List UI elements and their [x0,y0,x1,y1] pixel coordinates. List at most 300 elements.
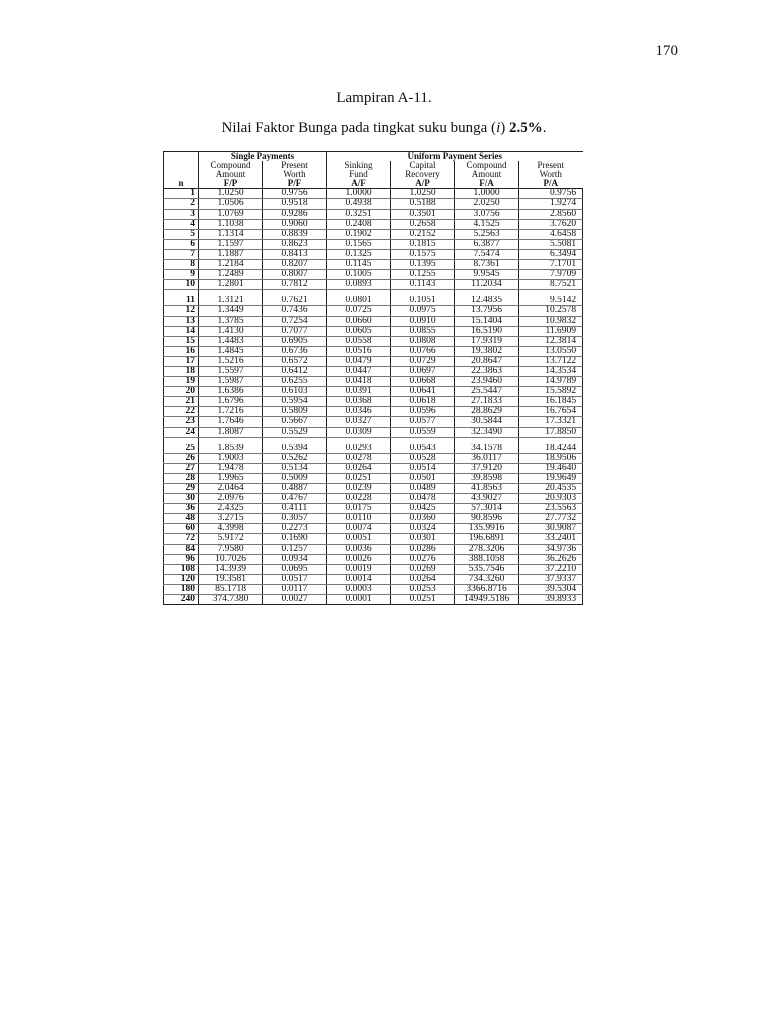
cell-af: 0.0001 [327,595,391,605]
table-row [164,524,583,534]
cell-fa: 11.2034 [455,280,519,290]
cell-n: 1 [164,189,199,199]
caption-variable: i [496,120,501,136]
cell-fp: 2.4325 [199,504,263,514]
cell-fp: 374.7380 [199,595,263,605]
cell-af: 0.0558 [327,336,391,346]
cell-n: 12 [164,306,199,316]
interest-factor-table-wrap [163,151,583,605]
cell-fp: 1.3121 [199,296,263,306]
cell-pf: 0.5262 [263,453,327,463]
cell-fp: 1.1887 [199,249,263,259]
cell-ap: 0.0668 [391,377,455,387]
table-row [164,534,583,544]
caption-text: Nilai Faktor Bunga pada tingkat suku bunga ( [221,120,497,136]
cell-fa: 57.3014 [455,504,519,514]
cell-pa: 13.7122 [519,356,583,366]
cell-pa: 5.5081 [519,239,583,249]
cell-pf: 0.9060 [263,219,327,229]
table-row [164,574,583,584]
cell-ap: 0.0975 [391,306,455,316]
cell-pa: 2.8560 [519,209,583,219]
cell-pa: 14.9789 [519,377,583,387]
cell-fa: 34.1578 [455,444,519,454]
cell-pa: 16.7654 [519,407,583,417]
cell-fp: 1.1597 [199,239,263,249]
header-compound-amount-fa: Compound Amount [455,161,519,179]
cell-pf: 0.8623 [263,239,327,249]
header-code-n: n [164,179,199,189]
cell-pf: 0.1257 [263,544,327,554]
table-row [164,239,583,249]
cell-af: 0.0014 [327,574,391,584]
cell-fp: 10.7026 [199,554,263,564]
cell-fp: 1.7646 [199,417,263,427]
cell-af: 0.0605 [327,326,391,336]
cell-n: 22 [164,407,199,417]
cell-af: 1.0000 [327,189,391,199]
cell-ap: 0.2658 [391,219,455,229]
cell-n: 180 [164,584,199,594]
cell-ap: 0.3501 [391,209,455,219]
table-row [164,494,583,504]
cell-fa: 39.8598 [455,473,519,483]
cell-af: 0.0019 [327,564,391,574]
cell-pf: 0.7254 [263,316,327,326]
cell-ap: 0.1051 [391,296,455,306]
cell-fp: 1.3785 [199,316,263,326]
cell-pa: 33.2401 [519,534,583,544]
cell-fa: 19.3802 [455,346,519,356]
cell-pf: 0.7436 [263,306,327,316]
cell-pa: 17.8850 [519,427,583,437]
cell-ap: 0.0514 [391,463,455,473]
table-row [164,463,583,473]
cell-af: 0.0264 [327,463,391,473]
cell-af: 0.0051 [327,534,391,544]
cell-fa: 27.1833 [455,397,519,407]
cell-fa: 13.7956 [455,306,519,316]
cell-fa: 90.8596 [455,514,519,524]
cell-fa: 41.8563 [455,484,519,494]
cell-fa: 43.9027 [455,494,519,504]
table-row [164,219,583,229]
cell-pa: 7.1701 [519,260,583,270]
cell-ap: 1.0250 [391,189,455,199]
cell-af: 0.0327 [327,417,391,427]
cell-fp: 1.7216 [199,407,263,417]
cell-pf: 0.7812 [263,280,327,290]
cell-pf: 0.1690 [263,534,327,544]
cell-fp: 2.0976 [199,494,263,504]
cell-af: 0.2408 [327,219,391,229]
cell-fa: 535.7546 [455,564,519,574]
cell-ap: 0.0253 [391,584,455,594]
cell-af: 0.0278 [327,453,391,463]
cell-fa: 17.9319 [455,336,519,346]
cell-pf: 0.6255 [263,377,327,387]
table-row [164,280,583,290]
cell-af: 0.0660 [327,316,391,326]
cell-pa: 13.0550 [519,346,583,356]
cell-pf: 0.5667 [263,417,327,427]
cell-n: 28 [164,473,199,483]
cell-pf: 0.6412 [263,366,327,376]
cell-af: 0.1565 [327,239,391,249]
cell-pf: 0.9286 [263,209,327,219]
table-row [164,417,583,427]
cell-ap: 0.0528 [391,453,455,463]
cell-fp: 1.5597 [199,366,263,376]
table-row [164,199,583,209]
cell-n: 5 [164,229,199,239]
cell-af: 0.0516 [327,346,391,356]
cell-af: 0.0368 [327,397,391,407]
cell-pf: 0.0695 [263,564,327,574]
cell-n: 17 [164,356,199,366]
cell-fp: 1.2801 [199,280,263,290]
cell-n: 3 [164,209,199,219]
cell-af: 0.0893 [327,280,391,290]
cell-fa: 25.5447 [455,387,519,397]
cell-ap: 0.0286 [391,544,455,554]
cell-fp: 14.3939 [199,564,263,574]
header-code-af: A/F [327,179,391,189]
cell-pf: 0.5954 [263,397,327,407]
table-row [164,453,583,463]
cell-fp: 1.9478 [199,463,263,473]
cell-pa: 10.9832 [519,316,583,326]
table-row [164,356,583,366]
cell-fp: 1.0506 [199,199,263,209]
table-row [164,484,583,494]
cell-ap: 0.0269 [391,564,455,574]
cell-ap: 0.0276 [391,554,455,564]
cell-n: 23 [164,417,199,427]
cell-af: 0.0251 [327,473,391,483]
cell-fa: 22.3863 [455,366,519,376]
cell-af: 0.1005 [327,270,391,280]
caption-rate: 2.5% [508,120,543,136]
cell-fa: 20.8647 [455,356,519,366]
cell-pa: 11.6909 [519,326,583,336]
cell-fa: 23.9460 [455,377,519,387]
cell-ap: 0.0425 [391,504,455,514]
cell-af: 0.0003 [327,584,391,594]
cell-pf: 0.5529 [263,427,327,437]
cell-ap: 0.0855 [391,326,455,336]
cell-fa: 278.3206 [455,544,519,554]
cell-n: 48 [164,514,199,524]
cell-n: 9 [164,270,199,280]
cell-fa: 2.0250 [455,199,519,209]
table-row [164,584,583,594]
cell-n: 29 [164,484,199,494]
cell-pf: 0.9756 [263,189,327,199]
cell-pf: 0.7077 [263,326,327,336]
cell-fp: 1.1038 [199,219,263,229]
cell-pa: 16.1845 [519,397,583,407]
cell-ap: 0.0489 [391,484,455,494]
cell-pa: 7.9709 [519,270,583,280]
cell-fa: 8.7361 [455,260,519,270]
cell-ap: 0.1255 [391,270,455,280]
cell-pf: 0.6103 [263,387,327,397]
cell-n: 18 [164,366,199,376]
cell-n: 36 [164,504,199,514]
cell-pa: 14.3534 [519,366,583,376]
cell-fp: 1.5216 [199,356,263,366]
cell-ap: 0.1395 [391,260,455,270]
cell-n: 6 [164,239,199,249]
cell-pf: 0.5134 [263,463,327,473]
cell-af: 0.0309 [327,427,391,437]
cell-fp: 85.1718 [199,584,263,594]
cell-ap: 0.0596 [391,407,455,417]
table-row [164,209,583,219]
cell-pa: 23.5563 [519,504,583,514]
cell-af: 0.0293 [327,444,391,454]
table-row [164,504,583,514]
table-body [164,189,583,605]
cell-n: 2 [164,199,199,209]
cell-af: 0.0026 [327,554,391,564]
cell-pa: 1.9274 [519,199,583,209]
cell-fp: 1.9965 [199,473,263,483]
header-present-worth-pf: Present Worth [263,161,327,179]
cell-af: 0.0447 [327,366,391,376]
cell-ap: 0.0729 [391,356,455,366]
appendix-title: Lampiran A-11. [336,90,432,106]
cell-pa: 12.3814 [519,336,583,346]
cell-pa: 36.2626 [519,554,583,564]
cell-n: 84 [164,544,199,554]
cell-af: 0.0391 [327,387,391,397]
cell-fa: 3366.8716 [455,584,519,594]
cell-fp: 1.8087 [199,427,263,437]
cell-n: 13 [164,316,199,326]
cell-n: 27 [164,463,199,473]
cell-fp: 1.0769 [199,209,263,219]
cell-n: 120 [164,574,199,584]
cell-ap: 0.0301 [391,534,455,544]
table-row [164,595,583,605]
table-row [164,189,583,199]
header-names-row [164,161,583,179]
table-caption [0,120,768,137]
cell-pf: 0.8839 [263,229,327,239]
cell-pa: 39.8933 [519,595,583,605]
cell-af: 0.1902 [327,229,391,239]
table-row [164,407,583,417]
cell-af: 0.0725 [327,306,391,316]
cell-pa: 34.9736 [519,544,583,554]
cell-fp: 1.8539 [199,444,263,454]
cell-pf: 0.6736 [263,346,327,356]
cell-n: 4 [164,219,199,229]
cell-fa: 28.8629 [455,407,519,417]
cell-n: 21 [164,397,199,407]
cell-af: 0.4938 [327,199,391,209]
cell-n: 25 [164,444,199,454]
cell-af: 0.0110 [327,514,391,524]
cell-pf: 0.0117 [263,584,327,594]
cell-ap: 0.0766 [391,346,455,356]
cell-ap: 0.0577 [391,417,455,427]
cell-ap: 0.0478 [391,494,455,504]
table-row [164,427,583,437]
cell-fp: 1.1314 [199,229,263,239]
header-codes-row [164,179,583,189]
cell-pa: 19.9649 [519,473,583,483]
cell-fa: 5.2563 [455,229,519,239]
cell-pa: 3.7620 [519,219,583,229]
cell-pf: 0.6905 [263,336,327,346]
table-row [164,346,583,356]
cell-n: 96 [164,554,199,564]
cell-ap: 0.2152 [391,229,455,239]
table-row [164,306,583,316]
cell-pf: 0.8007 [263,270,327,280]
cell-af: 0.0346 [327,407,391,417]
cell-pa: 17.3321 [519,417,583,427]
cell-pf: 0.5394 [263,444,327,454]
header-single-payments: Single Payments [199,152,327,162]
table-row [164,473,583,483]
cell-n: 8 [164,260,199,270]
page-number: 170 [655,43,678,59]
cell-fa: 16.5190 [455,326,519,336]
cell-n: 240 [164,595,199,605]
cell-fp: 1.6386 [199,387,263,397]
cell-fp: 1.2184 [199,260,263,270]
cell-ap: 0.0324 [391,524,455,534]
cell-pa: 4.6458 [519,229,583,239]
cell-n: 30 [164,494,199,504]
cell-pf: 0.8207 [263,260,327,270]
cell-af: 0.0036 [327,544,391,554]
cell-ap: 0.0501 [391,473,455,483]
cell-af: 0.0418 [327,377,391,387]
cell-pf: 0.4111 [263,504,327,514]
header-code-pa: P/A [519,179,583,189]
cell-ap: 0.1575 [391,249,455,259]
cell-pf: 0.6572 [263,356,327,366]
cell-af: 0.0801 [327,296,391,306]
cell-fp: 3.2715 [199,514,263,524]
cell-af: 0.1145 [327,260,391,270]
cell-pa: 20.4535 [519,484,583,494]
cell-fa: 4.1525 [455,219,519,229]
cell-n: 14 [164,326,199,336]
cell-fa: 6.3877 [455,239,519,249]
cell-pa: 39.5304 [519,584,583,594]
cell-af: 0.0228 [327,494,391,504]
cell-ap: 0.0618 [391,397,455,407]
cell-n: 108 [164,564,199,574]
header-code-fa: F/A [455,179,519,189]
table-row [164,554,583,564]
cell-fp: 1.4130 [199,326,263,336]
cell-ap: 0.1143 [391,280,455,290]
cell-fa: 14949.5186 [455,595,519,605]
cell-n: 10 [164,280,199,290]
cell-pa: 19.4640 [519,463,583,473]
cell-n: 20 [164,387,199,397]
cell-af: 0.3251 [327,209,391,219]
cell-fa: 135.9916 [455,524,519,534]
cell-fa: 1.0000 [455,189,519,199]
cell-fp: 19.3581 [199,574,263,584]
cell-pf: 0.9518 [263,199,327,209]
cell-fp: 1.4845 [199,346,263,356]
cell-fa: 9.9545 [455,270,519,280]
header-capital-recovery: Capital Recovery [391,161,455,179]
cell-af: 0.0479 [327,356,391,366]
cell-fa: 12.4835 [455,296,519,306]
cell-fp: 1.3449 [199,306,263,316]
cell-ap: 0.0543 [391,444,455,454]
table-row [164,336,583,346]
cell-fp: 4.3998 [199,524,263,534]
cell-af: 0.0074 [327,524,391,534]
cell-pf: 0.0517 [263,574,327,584]
caption-text-after: ) [500,120,509,136]
cell-pf: 0.5809 [263,407,327,417]
cell-ap: 0.1815 [391,239,455,249]
cell-pa: 18.4244 [519,444,583,454]
cell-pa: 18.9506 [519,453,583,463]
cell-fa: 734.3260 [455,574,519,584]
cell-fa: 15.1404 [455,316,519,326]
header-group-row [164,152,583,162]
table-row [164,296,583,306]
table-row [164,514,583,524]
cell-pf: 0.7621 [263,296,327,306]
cell-n: 24 [164,427,199,437]
cell-n: 16 [164,346,199,356]
cell-ap: 0.0641 [391,387,455,397]
cell-fa: 36.0117 [455,453,519,463]
cell-pf: 0.5009 [263,473,327,483]
cell-ap: 0.0808 [391,336,455,346]
table-row [164,544,583,554]
cell-pa: 0.9756 [519,189,583,199]
header-code-fp: F/P [199,179,263,189]
cell-pa: 15.5892 [519,387,583,397]
cell-fa: 196.6891 [455,534,519,544]
cell-pa: 37.9337 [519,574,583,584]
cell-fp: 1.5987 [199,377,263,387]
cell-n: 60 [164,524,199,534]
cell-fp: 7.9580 [199,544,263,554]
cell-fp: 1.6796 [199,397,263,407]
table-row [164,316,583,326]
table-row [164,397,583,407]
header-code-pf: P/F [263,179,327,189]
cell-fa: 32.3490 [455,427,519,437]
table-row [164,229,583,239]
table-row [164,260,583,270]
cell-fp: 1.4483 [199,336,263,346]
header-compound-amount-fp: Compound Amount [199,161,263,179]
interest-factor-table [163,151,583,605]
cell-pa: 30.9087 [519,524,583,534]
cell-pa: 6.3494 [519,249,583,259]
header-present-worth-pa: Present Worth [519,161,583,179]
table-row [164,444,583,454]
table-row [164,564,583,574]
